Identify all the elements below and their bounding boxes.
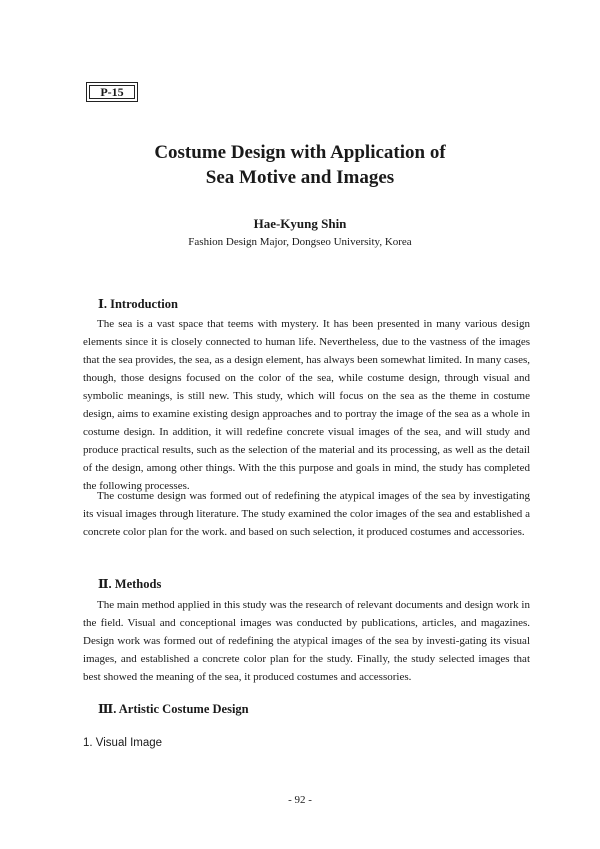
subsection-visual-image: 1. Visual Image	[83, 737, 163, 749]
methods-paragraph-1: The main method applied in this study was the research of relevant documents and design work in the field. Visual and conceptional images was conducted by publications, articles, and magazines. Design work was formed out of redefining the atypical images of the sea by investi-gating its visual images, and established a concrete color plan for the study. Finally, the study selected images that best showed the meaning of the sea, it produced costumes and accessories.	[83, 599, 530, 683]
paper-code-box	[86, 82, 138, 102]
author-name: Hae-Kyung Shin	[253, 216, 347, 231]
title-line-1: Costume Design with Application of	[154, 142, 446, 163]
paper-code: P-15	[89, 85, 135, 99]
paper-title	[0, 140, 600, 190]
section-heading-artistic-costume-design: Ⅲ. Artistic Costume Design	[98, 702, 249, 716]
page-number: - 92 -	[288, 794, 312, 806]
introduction-paragraph-2: The costume design was formed out of redefining the atypical images of the sea by investigating its visual images through literature. The study examined the color images of the sea and established a concrete color plan for the work. and based on such selection, it produced costumes and accessories.	[83, 490, 530, 538]
section-heading-methods: Ⅱ. Methods	[98, 577, 162, 591]
section-heading-introduction: Ⅰ. Introduction	[98, 297, 178, 311]
author-affiliation: Fashion Design Major, Dongseo University, Korea	[188, 236, 412, 248]
introduction-paragraph-1: The sea is a vast space that teems with mystery. It has been presented in many various design elements since it is closely connected to human life. Nevertheless, due to the vastness of the images that the sea provides, the sea, as a design element, has always been somewhat limited. In many cases, though, those designs focused on the color of the sea, while costume design, through visual and symbolic meanings, is still new. This study, which will focus on the sea as the theme in costume design, aims to examine existing design approaches and to portray the image of the sea as a whole in costume design. In addition, it will redefine concrete visual images of the sea, and will study and produce practical results, such as the selection of the material and its processing, as well as the detail of the design, among other things. With the this purpose and goals in mind, the study has completed the following processes.	[83, 318, 530, 492]
title-line-2: Sea Motive and Images	[205, 167, 395, 188]
